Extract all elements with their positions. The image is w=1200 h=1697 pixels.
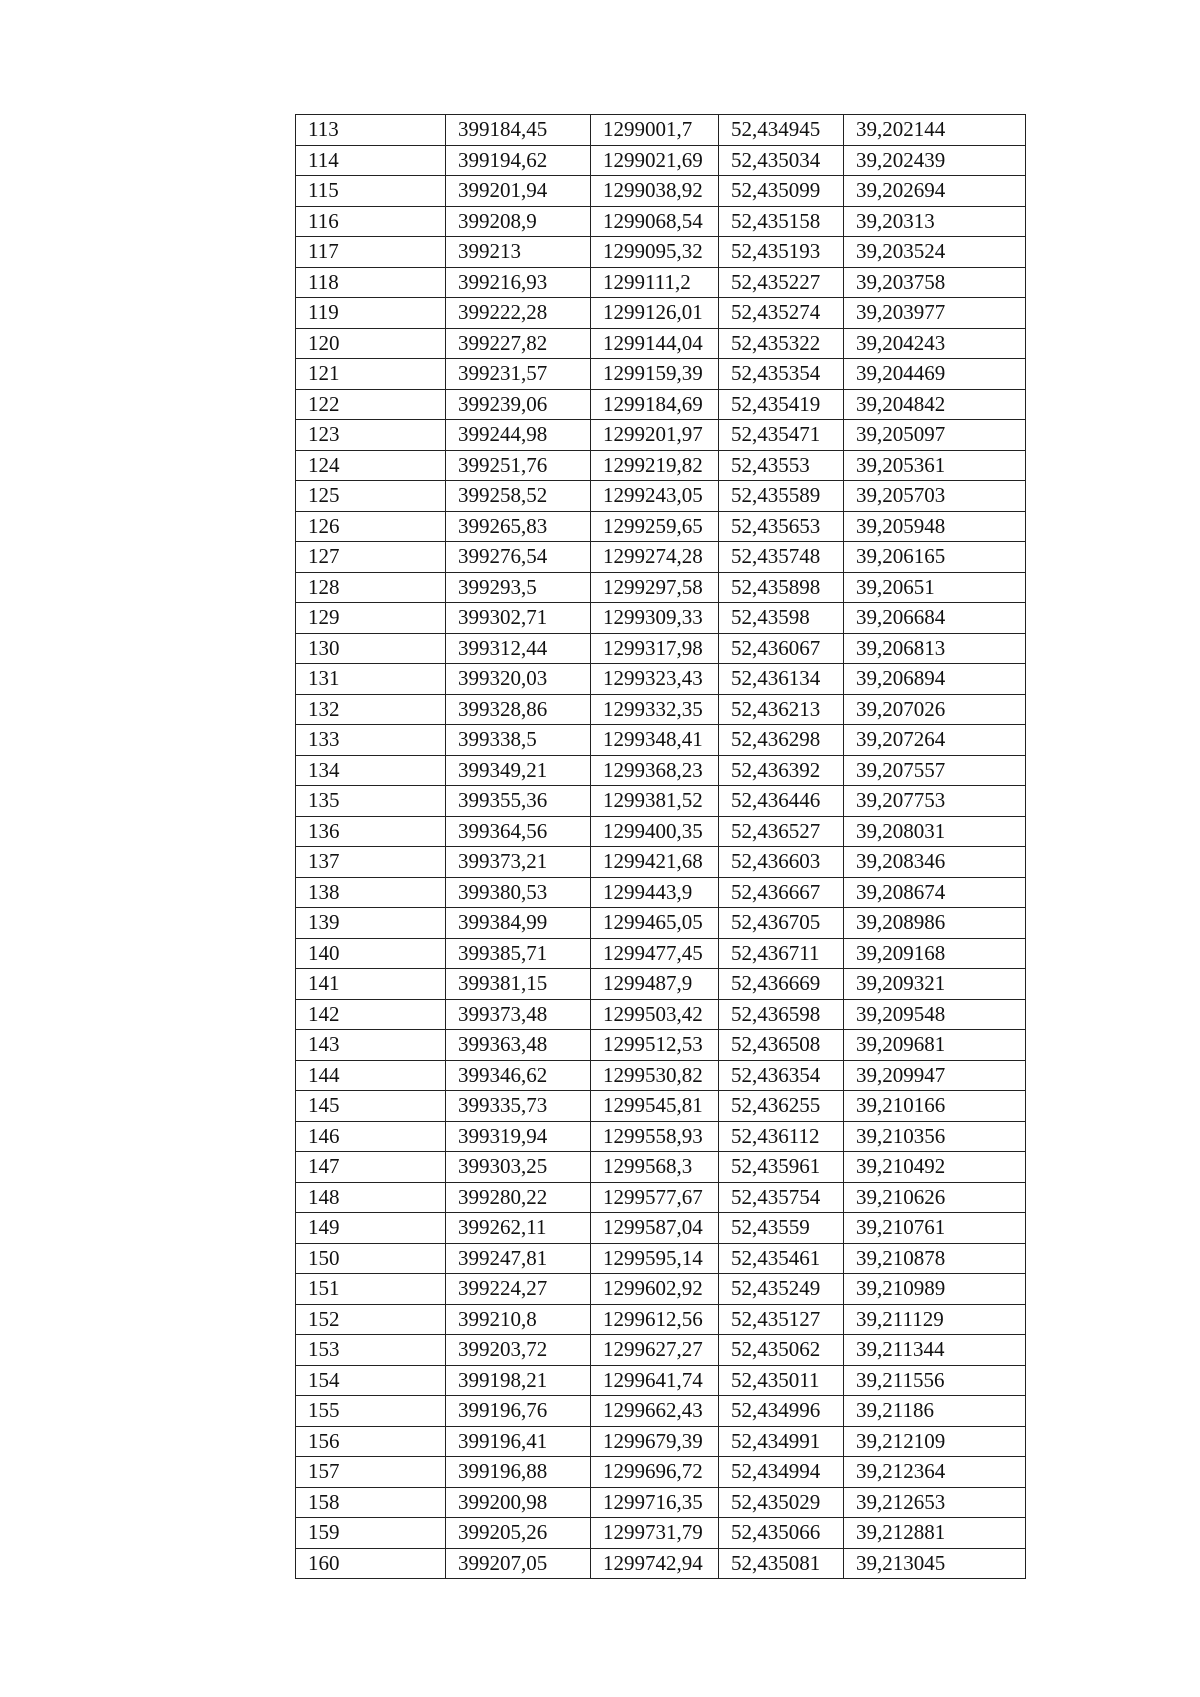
latitude-cell: 52,435322: [719, 328, 844, 359]
x-coordinate-cell: 399247,81: [446, 1243, 591, 1274]
y-coordinate-cell: 1299323,43: [591, 664, 719, 695]
longitude-cell: 39,208674: [844, 877, 1026, 908]
table-row: [296, 511, 1026, 542]
x-coordinate-cell: 399349,21: [446, 755, 591, 786]
point-number-cell: 154: [296, 1365, 446, 1396]
longitude-cell: 39,207753: [844, 786, 1026, 817]
longitude-cell: 39,205948: [844, 511, 1026, 542]
x-coordinate-cell: 399346,62: [446, 1060, 591, 1091]
longitude-cell: 39,21186: [844, 1396, 1026, 1427]
table-row: [296, 115, 1026, 146]
longitude-cell: 39,211344: [844, 1335, 1026, 1366]
point-number-cell: 127: [296, 542, 446, 573]
longitude-cell: 39,207264: [844, 725, 1026, 756]
table-row: [296, 1091, 1026, 1122]
latitude-cell: 52,435193: [719, 237, 844, 268]
latitude-cell: 52,435249: [719, 1274, 844, 1305]
longitude-cell: 39,210356: [844, 1121, 1026, 1152]
table-row: [296, 664, 1026, 695]
longitude-cell: 39,202439: [844, 145, 1026, 176]
y-coordinate-cell: 1299095,32: [591, 237, 719, 268]
point-number-cell: 129: [296, 603, 446, 634]
x-coordinate-cell: 399258,52: [446, 481, 591, 512]
y-coordinate-cell: 1299317,98: [591, 633, 719, 664]
x-coordinate-cell: 399239,06: [446, 389, 591, 420]
table-row: [296, 1548, 1026, 1579]
x-coordinate-cell: 399222,28: [446, 298, 591, 329]
longitude-cell: 39,207026: [844, 694, 1026, 725]
latitude-cell: 52,435748: [719, 542, 844, 573]
longitude-cell: 39,205097: [844, 420, 1026, 451]
table-row: [296, 1182, 1026, 1213]
table-row: [296, 1396, 1026, 1427]
y-coordinate-cell: 1299731,79: [591, 1518, 719, 1549]
x-coordinate-cell: 399303,25: [446, 1152, 591, 1183]
y-coordinate-cell: 1299421,68: [591, 847, 719, 878]
x-coordinate-cell: 399194,62: [446, 145, 591, 176]
y-coordinate-cell: 1299477,45: [591, 938, 719, 969]
table-row: [296, 603, 1026, 634]
y-coordinate-cell: 1299243,05: [591, 481, 719, 512]
table-row: [296, 786, 1026, 817]
longitude-cell: 39,210166: [844, 1091, 1026, 1122]
longitude-cell: 39,204243: [844, 328, 1026, 359]
point-number-cell: 155: [296, 1396, 446, 1427]
latitude-cell: 52,434994: [719, 1457, 844, 1488]
x-coordinate-cell: 399251,76: [446, 450, 591, 481]
longitude-cell: 39,203758: [844, 267, 1026, 298]
point-number-cell: 113: [296, 115, 446, 146]
table-row: [296, 1365, 1026, 1396]
point-number-cell: 140: [296, 938, 446, 969]
point-number-cell: 128: [296, 572, 446, 603]
x-coordinate-cell: 399385,71: [446, 938, 591, 969]
longitude-cell: 39,210989: [844, 1274, 1026, 1305]
point-number-cell: 151: [296, 1274, 446, 1305]
y-coordinate-cell: 1299503,42: [591, 999, 719, 1030]
x-coordinate-cell: 399364,56: [446, 816, 591, 847]
table-row: [296, 1152, 1026, 1183]
point-number-cell: 145: [296, 1091, 446, 1122]
latitude-cell: 52,436213: [719, 694, 844, 725]
latitude-cell: 52,435127: [719, 1304, 844, 1335]
table-row: [296, 237, 1026, 268]
y-coordinate-cell: 1299545,81: [591, 1091, 719, 1122]
table-row: [296, 1335, 1026, 1366]
x-coordinate-cell: 399335,73: [446, 1091, 591, 1122]
latitude-cell: 52,436354: [719, 1060, 844, 1091]
longitude-cell: 39,209947: [844, 1060, 1026, 1091]
table-row: [296, 847, 1026, 878]
table-row: [296, 999, 1026, 1030]
latitude-cell: 52,436669: [719, 969, 844, 1000]
x-coordinate-cell: 399373,48: [446, 999, 591, 1030]
y-coordinate-cell: 1299577,67: [591, 1182, 719, 1213]
longitude-cell: 39,209168: [844, 938, 1026, 969]
latitude-cell: 52,435461: [719, 1243, 844, 1274]
y-coordinate-cell: 1299021,69: [591, 145, 719, 176]
latitude-cell: 52,436067: [719, 633, 844, 664]
longitude-cell: 39,203524: [844, 237, 1026, 268]
x-coordinate-cell: 399208,9: [446, 206, 591, 237]
x-coordinate-cell: 399312,44: [446, 633, 591, 664]
y-coordinate-cell: 1299641,74: [591, 1365, 719, 1396]
x-coordinate-cell: 399184,45: [446, 115, 591, 146]
longitude-cell: 39,210761: [844, 1213, 1026, 1244]
latitude-cell: 52,436527: [719, 816, 844, 847]
point-number-cell: 159: [296, 1518, 446, 1549]
latitude-cell: 52,436392: [719, 755, 844, 786]
table-row: [296, 877, 1026, 908]
x-coordinate-cell: 399262,11: [446, 1213, 591, 1244]
latitude-cell: 52,435961: [719, 1152, 844, 1183]
x-coordinate-cell: 399216,93: [446, 267, 591, 298]
y-coordinate-cell: 1299716,35: [591, 1487, 719, 1518]
y-coordinate-cell: 1299219,82: [591, 450, 719, 481]
table-row: [296, 420, 1026, 451]
y-coordinate-cell: 1299530,82: [591, 1060, 719, 1091]
point-number-cell: 134: [296, 755, 446, 786]
x-coordinate-cell: 399231,57: [446, 359, 591, 390]
point-number-cell: 118: [296, 267, 446, 298]
longitude-cell: 39,210492: [844, 1152, 1026, 1183]
latitude-cell: 52,435274: [719, 298, 844, 329]
latitude-cell: 52,436446: [719, 786, 844, 817]
y-coordinate-cell: 1299159,39: [591, 359, 719, 390]
table-row: [296, 1213, 1026, 1244]
longitude-cell: 39,203977: [844, 298, 1026, 329]
longitude-cell: 39,211556: [844, 1365, 1026, 1396]
table-row: [296, 481, 1026, 512]
longitude-cell: 39,211129: [844, 1304, 1026, 1335]
table-row: [296, 725, 1026, 756]
y-coordinate-cell: 1299602,92: [591, 1274, 719, 1305]
y-coordinate-cell: 1299512,53: [591, 1030, 719, 1061]
table-row: [296, 1060, 1026, 1091]
point-number-cell: 130: [296, 633, 446, 664]
table-row: [296, 267, 1026, 298]
x-coordinate-cell: 399203,72: [446, 1335, 591, 1366]
x-coordinate-cell: 399276,54: [446, 542, 591, 573]
point-number-cell: 136: [296, 816, 446, 847]
table-row: [296, 694, 1026, 725]
table-row: [296, 450, 1026, 481]
point-number-cell: 160: [296, 1548, 446, 1579]
point-number-cell: 120: [296, 328, 446, 359]
latitude-cell: 52,436667: [719, 877, 844, 908]
table-row: [296, 1030, 1026, 1061]
table-row: [296, 633, 1026, 664]
table-row: [296, 969, 1026, 1000]
point-number-cell: 114: [296, 145, 446, 176]
longitude-cell: 39,202694: [844, 176, 1026, 207]
longitude-cell: 39,202144: [844, 115, 1026, 146]
latitude-cell: 52,435227: [719, 267, 844, 298]
latitude-cell: 52,436112: [719, 1121, 844, 1152]
table-row: [296, 938, 1026, 969]
point-number-cell: 124: [296, 450, 446, 481]
table-row: [296, 755, 1026, 786]
x-coordinate-cell: 399201,94: [446, 176, 591, 207]
x-coordinate-cell: 399200,98: [446, 1487, 591, 1518]
y-coordinate-cell: 1299558,93: [591, 1121, 719, 1152]
y-coordinate-cell: 1299274,28: [591, 542, 719, 573]
y-coordinate-cell: 1299696,72: [591, 1457, 719, 1488]
table-row: [296, 1457, 1026, 1488]
latitude-cell: 52,436134: [719, 664, 844, 695]
longitude-cell: 39,208986: [844, 908, 1026, 939]
longitude-cell: 39,206894: [844, 664, 1026, 695]
latitude-cell: 52,434996: [719, 1396, 844, 1427]
y-coordinate-cell: 1299259,65: [591, 511, 719, 542]
latitude-cell: 52,435062: [719, 1335, 844, 1366]
coordinates-table-body: [296, 115, 1026, 1579]
y-coordinate-cell: 1299068,54: [591, 206, 719, 237]
table-row: [296, 359, 1026, 390]
y-coordinate-cell: 1299662,43: [591, 1396, 719, 1427]
latitude-cell: 52,43553: [719, 450, 844, 481]
x-coordinate-cell: 399213: [446, 237, 591, 268]
y-coordinate-cell: 1299001,7: [591, 115, 719, 146]
latitude-cell: 52,435011: [719, 1365, 844, 1396]
point-number-cell: 147: [296, 1152, 446, 1183]
longitude-cell: 39,212653: [844, 1487, 1026, 1518]
point-number-cell: 149: [296, 1213, 446, 1244]
longitude-cell: 39,212109: [844, 1426, 1026, 1457]
table-row: [296, 1121, 1026, 1152]
x-coordinate-cell: 399280,22: [446, 1182, 591, 1213]
longitude-cell: 39,206165: [844, 542, 1026, 573]
point-number-cell: 132: [296, 694, 446, 725]
latitude-cell: 52,436711: [719, 938, 844, 969]
latitude-cell: 52,435034: [719, 145, 844, 176]
table-row: [296, 298, 1026, 329]
longitude-cell: 39,206684: [844, 603, 1026, 634]
latitude-cell: 52,435099: [719, 176, 844, 207]
x-coordinate-cell: 399227,82: [446, 328, 591, 359]
longitude-cell: 39,210626: [844, 1182, 1026, 1213]
longitude-cell: 39,208346: [844, 847, 1026, 878]
latitude-cell: 52,436508: [719, 1030, 844, 1061]
longitude-cell: 39,204469: [844, 359, 1026, 390]
point-number-cell: 142: [296, 999, 446, 1030]
table-row: [296, 1426, 1026, 1457]
y-coordinate-cell: 1299348,41: [591, 725, 719, 756]
point-number-cell: 152: [296, 1304, 446, 1335]
latitude-cell: 52,435471: [719, 420, 844, 451]
table-row: [296, 145, 1026, 176]
latitude-cell: 52,435354: [719, 359, 844, 390]
x-coordinate-cell: 399196,88: [446, 1457, 591, 1488]
x-coordinate-cell: 399373,21: [446, 847, 591, 878]
x-coordinate-cell: 399207,05: [446, 1548, 591, 1579]
latitude-cell: 52,435589: [719, 481, 844, 512]
longitude-cell: 39,205361: [844, 450, 1026, 481]
longitude-cell: 39,212881: [844, 1518, 1026, 1549]
x-coordinate-cell: 399293,5: [446, 572, 591, 603]
y-coordinate-cell: 1299568,3: [591, 1152, 719, 1183]
x-coordinate-cell: 399265,83: [446, 511, 591, 542]
table-row: [296, 1304, 1026, 1335]
y-coordinate-cell: 1299443,9: [591, 877, 719, 908]
y-coordinate-cell: 1299400,35: [591, 816, 719, 847]
x-coordinate-cell: 399355,36: [446, 786, 591, 817]
table-row: [296, 908, 1026, 939]
point-number-cell: 131: [296, 664, 446, 695]
y-coordinate-cell: 1299742,94: [591, 1548, 719, 1579]
x-coordinate-cell: 399244,98: [446, 420, 591, 451]
point-number-cell: 148: [296, 1182, 446, 1213]
x-coordinate-cell: 399328,86: [446, 694, 591, 725]
x-coordinate-cell: 399210,8: [446, 1304, 591, 1335]
table-row: [296, 1518, 1026, 1549]
latitude-cell: 52,436598: [719, 999, 844, 1030]
table-row: [296, 816, 1026, 847]
y-coordinate-cell: 1299309,33: [591, 603, 719, 634]
y-coordinate-cell: 1299144,04: [591, 328, 719, 359]
table-row: [296, 542, 1026, 573]
latitude-cell: 52,43559: [719, 1213, 844, 1244]
point-number-cell: 138: [296, 877, 446, 908]
longitude-cell: 39,20651: [844, 572, 1026, 603]
longitude-cell: 39,210878: [844, 1243, 1026, 1274]
coordinates-table: [295, 114, 1026, 1579]
point-number-cell: 125: [296, 481, 446, 512]
point-number-cell: 122: [296, 389, 446, 420]
latitude-cell: 52,435158: [719, 206, 844, 237]
longitude-cell: 39,205703: [844, 481, 1026, 512]
y-coordinate-cell: 1299381,52: [591, 786, 719, 817]
point-number-cell: 135: [296, 786, 446, 817]
longitude-cell: 39,204842: [844, 389, 1026, 420]
y-coordinate-cell: 1299627,27: [591, 1335, 719, 1366]
y-coordinate-cell: 1299595,14: [591, 1243, 719, 1274]
table-row: [296, 328, 1026, 359]
table-row: [296, 1487, 1026, 1518]
point-number-cell: 153: [296, 1335, 446, 1366]
point-number-cell: 156: [296, 1426, 446, 1457]
point-number-cell: 137: [296, 847, 446, 878]
point-number-cell: 116: [296, 206, 446, 237]
table-row: [296, 206, 1026, 237]
latitude-cell: 52,436705: [719, 908, 844, 939]
point-number-cell: 150: [296, 1243, 446, 1274]
latitude-cell: 52,435754: [719, 1182, 844, 1213]
y-coordinate-cell: 1299587,04: [591, 1213, 719, 1244]
longitude-cell: 39,209681: [844, 1030, 1026, 1061]
point-number-cell: 121: [296, 359, 446, 390]
x-coordinate-cell: 399302,71: [446, 603, 591, 634]
point-number-cell: 157: [296, 1457, 446, 1488]
latitude-cell: 52,434991: [719, 1426, 844, 1457]
y-coordinate-cell: 1299111,2: [591, 267, 719, 298]
latitude-cell: 52,434945: [719, 115, 844, 146]
y-coordinate-cell: 1299612,56: [591, 1304, 719, 1335]
longitude-cell: 39,213045: [844, 1548, 1026, 1579]
x-coordinate-cell: 399363,48: [446, 1030, 591, 1061]
y-coordinate-cell: 1299297,58: [591, 572, 719, 603]
longitude-cell: 39,206813: [844, 633, 1026, 664]
y-coordinate-cell: 1299201,97: [591, 420, 719, 451]
latitude-cell: 52,436603: [719, 847, 844, 878]
x-coordinate-cell: 399319,94: [446, 1121, 591, 1152]
latitude-cell: 52,435029: [719, 1487, 844, 1518]
point-number-cell: 144: [296, 1060, 446, 1091]
x-coordinate-cell: 399380,53: [446, 877, 591, 908]
x-coordinate-cell: 399224,27: [446, 1274, 591, 1305]
x-coordinate-cell: 399205,26: [446, 1518, 591, 1549]
point-number-cell: 158: [296, 1487, 446, 1518]
point-number-cell: 126: [296, 511, 446, 542]
table-row: [296, 572, 1026, 603]
x-coordinate-cell: 399196,76: [446, 1396, 591, 1427]
x-coordinate-cell: 399198,21: [446, 1365, 591, 1396]
y-coordinate-cell: 1299368,23: [591, 755, 719, 786]
point-number-cell: 143: [296, 1030, 446, 1061]
point-number-cell: 146: [296, 1121, 446, 1152]
latitude-cell: 52,43598: [719, 603, 844, 634]
x-coordinate-cell: 399381,15: [446, 969, 591, 1000]
y-coordinate-cell: 1299465,05: [591, 908, 719, 939]
longitude-cell: 39,208031: [844, 816, 1026, 847]
latitude-cell: 52,436255: [719, 1091, 844, 1122]
x-coordinate-cell: 399384,99: [446, 908, 591, 939]
y-coordinate-cell: 1299126,01: [591, 298, 719, 329]
x-coordinate-cell: 399320,03: [446, 664, 591, 695]
point-number-cell: 133: [296, 725, 446, 756]
y-coordinate-cell: 1299184,69: [591, 389, 719, 420]
longitude-cell: 39,20313: [844, 206, 1026, 237]
point-number-cell: 115: [296, 176, 446, 207]
y-coordinate-cell: 1299332,35: [591, 694, 719, 725]
x-coordinate-cell: 399338,5: [446, 725, 591, 756]
table-row: [296, 1274, 1026, 1305]
table-row: [296, 389, 1026, 420]
point-number-cell: 117: [296, 237, 446, 268]
point-number-cell: 141: [296, 969, 446, 1000]
table-row: [296, 1243, 1026, 1274]
latitude-cell: 52,436298: [719, 725, 844, 756]
longitude-cell: 39,212364: [844, 1457, 1026, 1488]
y-coordinate-cell: 1299679,39: [591, 1426, 719, 1457]
latitude-cell: 52,435081: [719, 1548, 844, 1579]
longitude-cell: 39,209321: [844, 969, 1026, 1000]
point-number-cell: 119: [296, 298, 446, 329]
longitude-cell: 39,209548: [844, 999, 1026, 1030]
longitude-cell: 39,207557: [844, 755, 1026, 786]
point-number-cell: 123: [296, 420, 446, 451]
latitude-cell: 52,435653: [719, 511, 844, 542]
latitude-cell: 52,435066: [719, 1518, 844, 1549]
y-coordinate-cell: 1299038,92: [591, 176, 719, 207]
latitude-cell: 52,435898: [719, 572, 844, 603]
point-number-cell: 139: [296, 908, 446, 939]
latitude-cell: 52,435419: [719, 389, 844, 420]
table-row: [296, 176, 1026, 207]
x-coordinate-cell: 399196,41: [446, 1426, 591, 1457]
y-coordinate-cell: 1299487,9: [591, 969, 719, 1000]
